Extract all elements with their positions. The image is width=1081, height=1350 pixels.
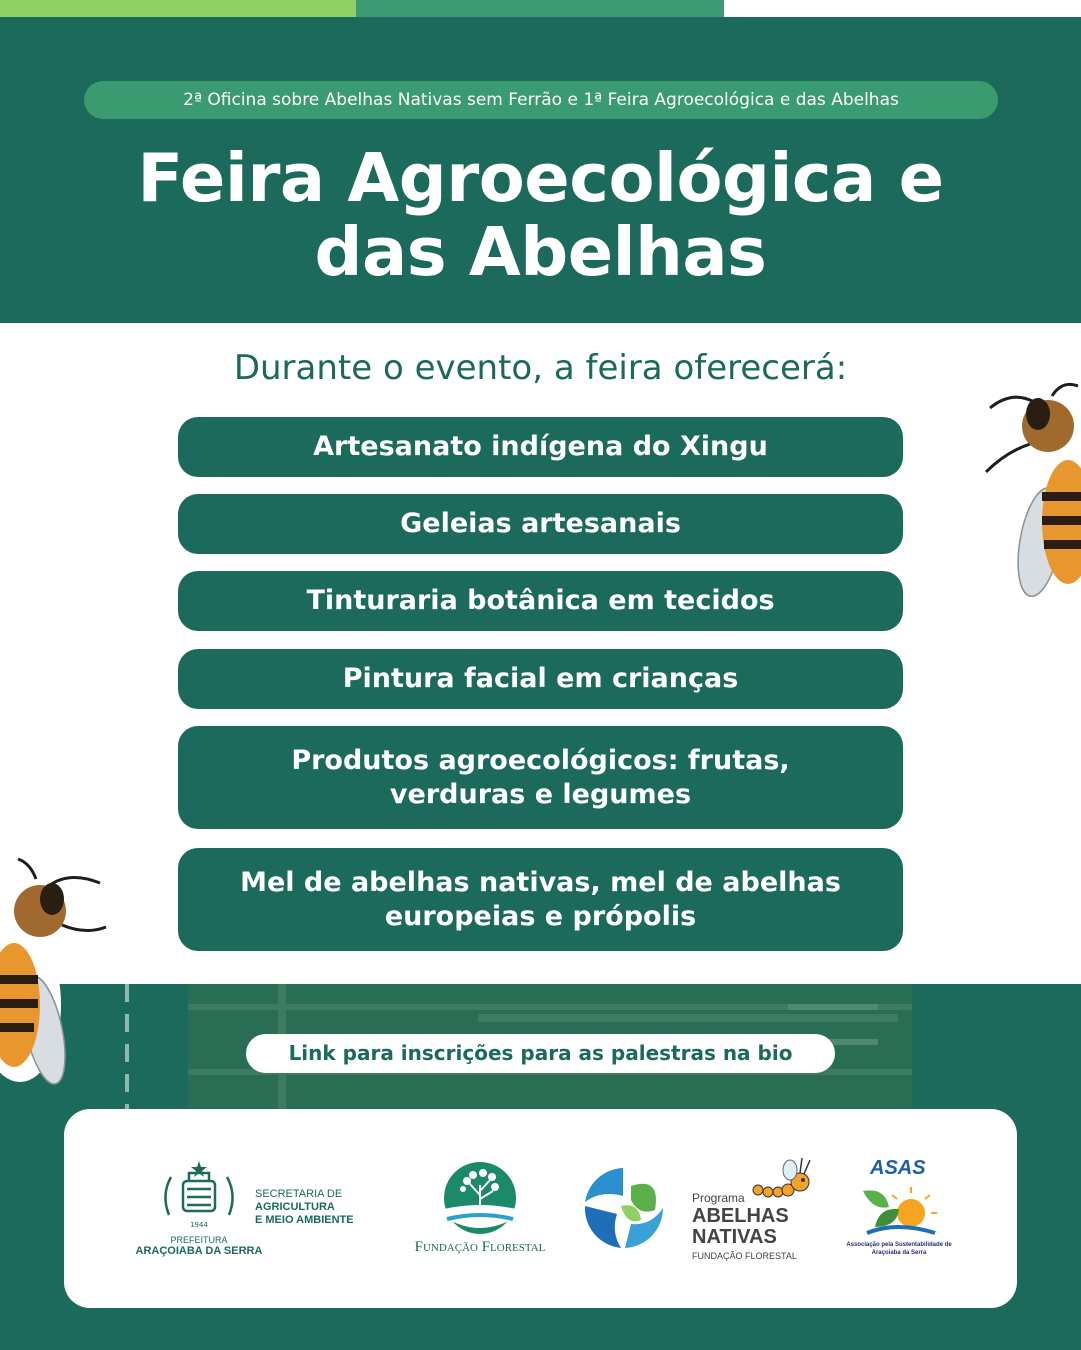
- offer-item-label-line-1: Produtos agroecológicos: frutas,: [291, 744, 790, 776]
- fundacao-florestal-name: Fundação Florestal: [414, 1239, 546, 1255]
- top-color-bar: [0, 0, 1081, 17]
- asas-leaf-sun-icon: [855, 1177, 939, 1239]
- asas-tagline-line-1: Associação pela Sustentabilidade de: [846, 1242, 952, 1248]
- offer-item-mel: [178, 848, 903, 951]
- secretaria-logo: [255, 1188, 354, 1227]
- fundacao-florestal-icon: [443, 1161, 517, 1235]
- secretaria-line-1: SECRETARIA DE: [255, 1188, 343, 1200]
- secretaria-line-3: E MEIO AMBIENTE: [255, 1214, 354, 1226]
- prefeitura-crest-icon: [149, 1159, 249, 1231]
- sponsors-card: [64, 1109, 1017, 1308]
- prefeitura-label: PREFEITURA: [170, 1235, 228, 1245]
- offer-item-label-line-2: europeias e própolis: [384, 900, 697, 932]
- top-bar-white: [724, 0, 1081, 17]
- page-title: [40, 141, 1041, 289]
- offer-item-tinturaria: [178, 571, 903, 631]
- event-subtitle-pill: 2ª Oficina sobre Abelhas Nativas sem Ferrão e 1ª Feira Agroecológica e das Abelhas: [84, 81, 998, 119]
- bee-right-icon: [972, 372, 1081, 612]
- offer-item-label: Tinturaria botânica em tecidos: [306, 585, 775, 616]
- title-line-2: das Abelhas: [314, 213, 767, 291]
- header-section: [0, 17, 1081, 323]
- prefeitura-name: ARAÇOIABA DA SERRA: [135, 1245, 263, 1257]
- dashed-divider: [125, 984, 129, 1109]
- secretaria-line-2: AGRICULTURA: [255, 1201, 335, 1213]
- environment-circle-icon: [581, 1166, 665, 1250]
- top-bar-light-green: [0, 0, 356, 17]
- programa-title-line-2: NATIVAS: [692, 1226, 777, 1248]
- registration-link-pill[interactable]: Link para inscrições para as palestras na bio: [246, 1034, 835, 1073]
- programa-title: [692, 1206, 789, 1248]
- offer-item-label: Pintura facial em crianças: [342, 663, 739, 694]
- offer-item-geleias: [178, 494, 903, 554]
- offer-item-label: Artesanato indígena do Xingu: [313, 431, 768, 462]
- programa-foundation: FUNDAÇÃO FLORESTAL: [692, 1251, 797, 1261]
- intro-heading: Durante o evento, a feira oferecerá:: [233, 348, 848, 388]
- programa-title-line-1: ABELHAS: [692, 1205, 789, 1227]
- prefeitura-year: 1944: [190, 1221, 208, 1229]
- offer-item-pintura: [178, 649, 903, 709]
- asas-name: ASAS: [870, 1157, 926, 1179]
- offer-item-artesanato: [178, 417, 903, 477]
- offer-item-produtos: [178, 726, 903, 829]
- title-line-1: Feira Agroecológica e: [137, 139, 944, 217]
- asas-tagline-line-2: Araçoiaba da Serra: [871, 1250, 927, 1256]
- top-bar-mid-green: [356, 0, 724, 17]
- offer-item-label-line-1: Mel de abelhas nativas, mel de abelhas: [240, 866, 841, 898]
- asas-tagline: [829, 1241, 969, 1257]
- bee-left-icon: [0, 855, 120, 1090]
- programa-label: Programa: [692, 1191, 745, 1205]
- offer-item-label-line-2: verduras e legumes: [389, 778, 692, 810]
- bee-caterpillar-icon: [752, 1154, 818, 1200]
- offer-item-label: Geleias artesanais: [400, 508, 681, 539]
